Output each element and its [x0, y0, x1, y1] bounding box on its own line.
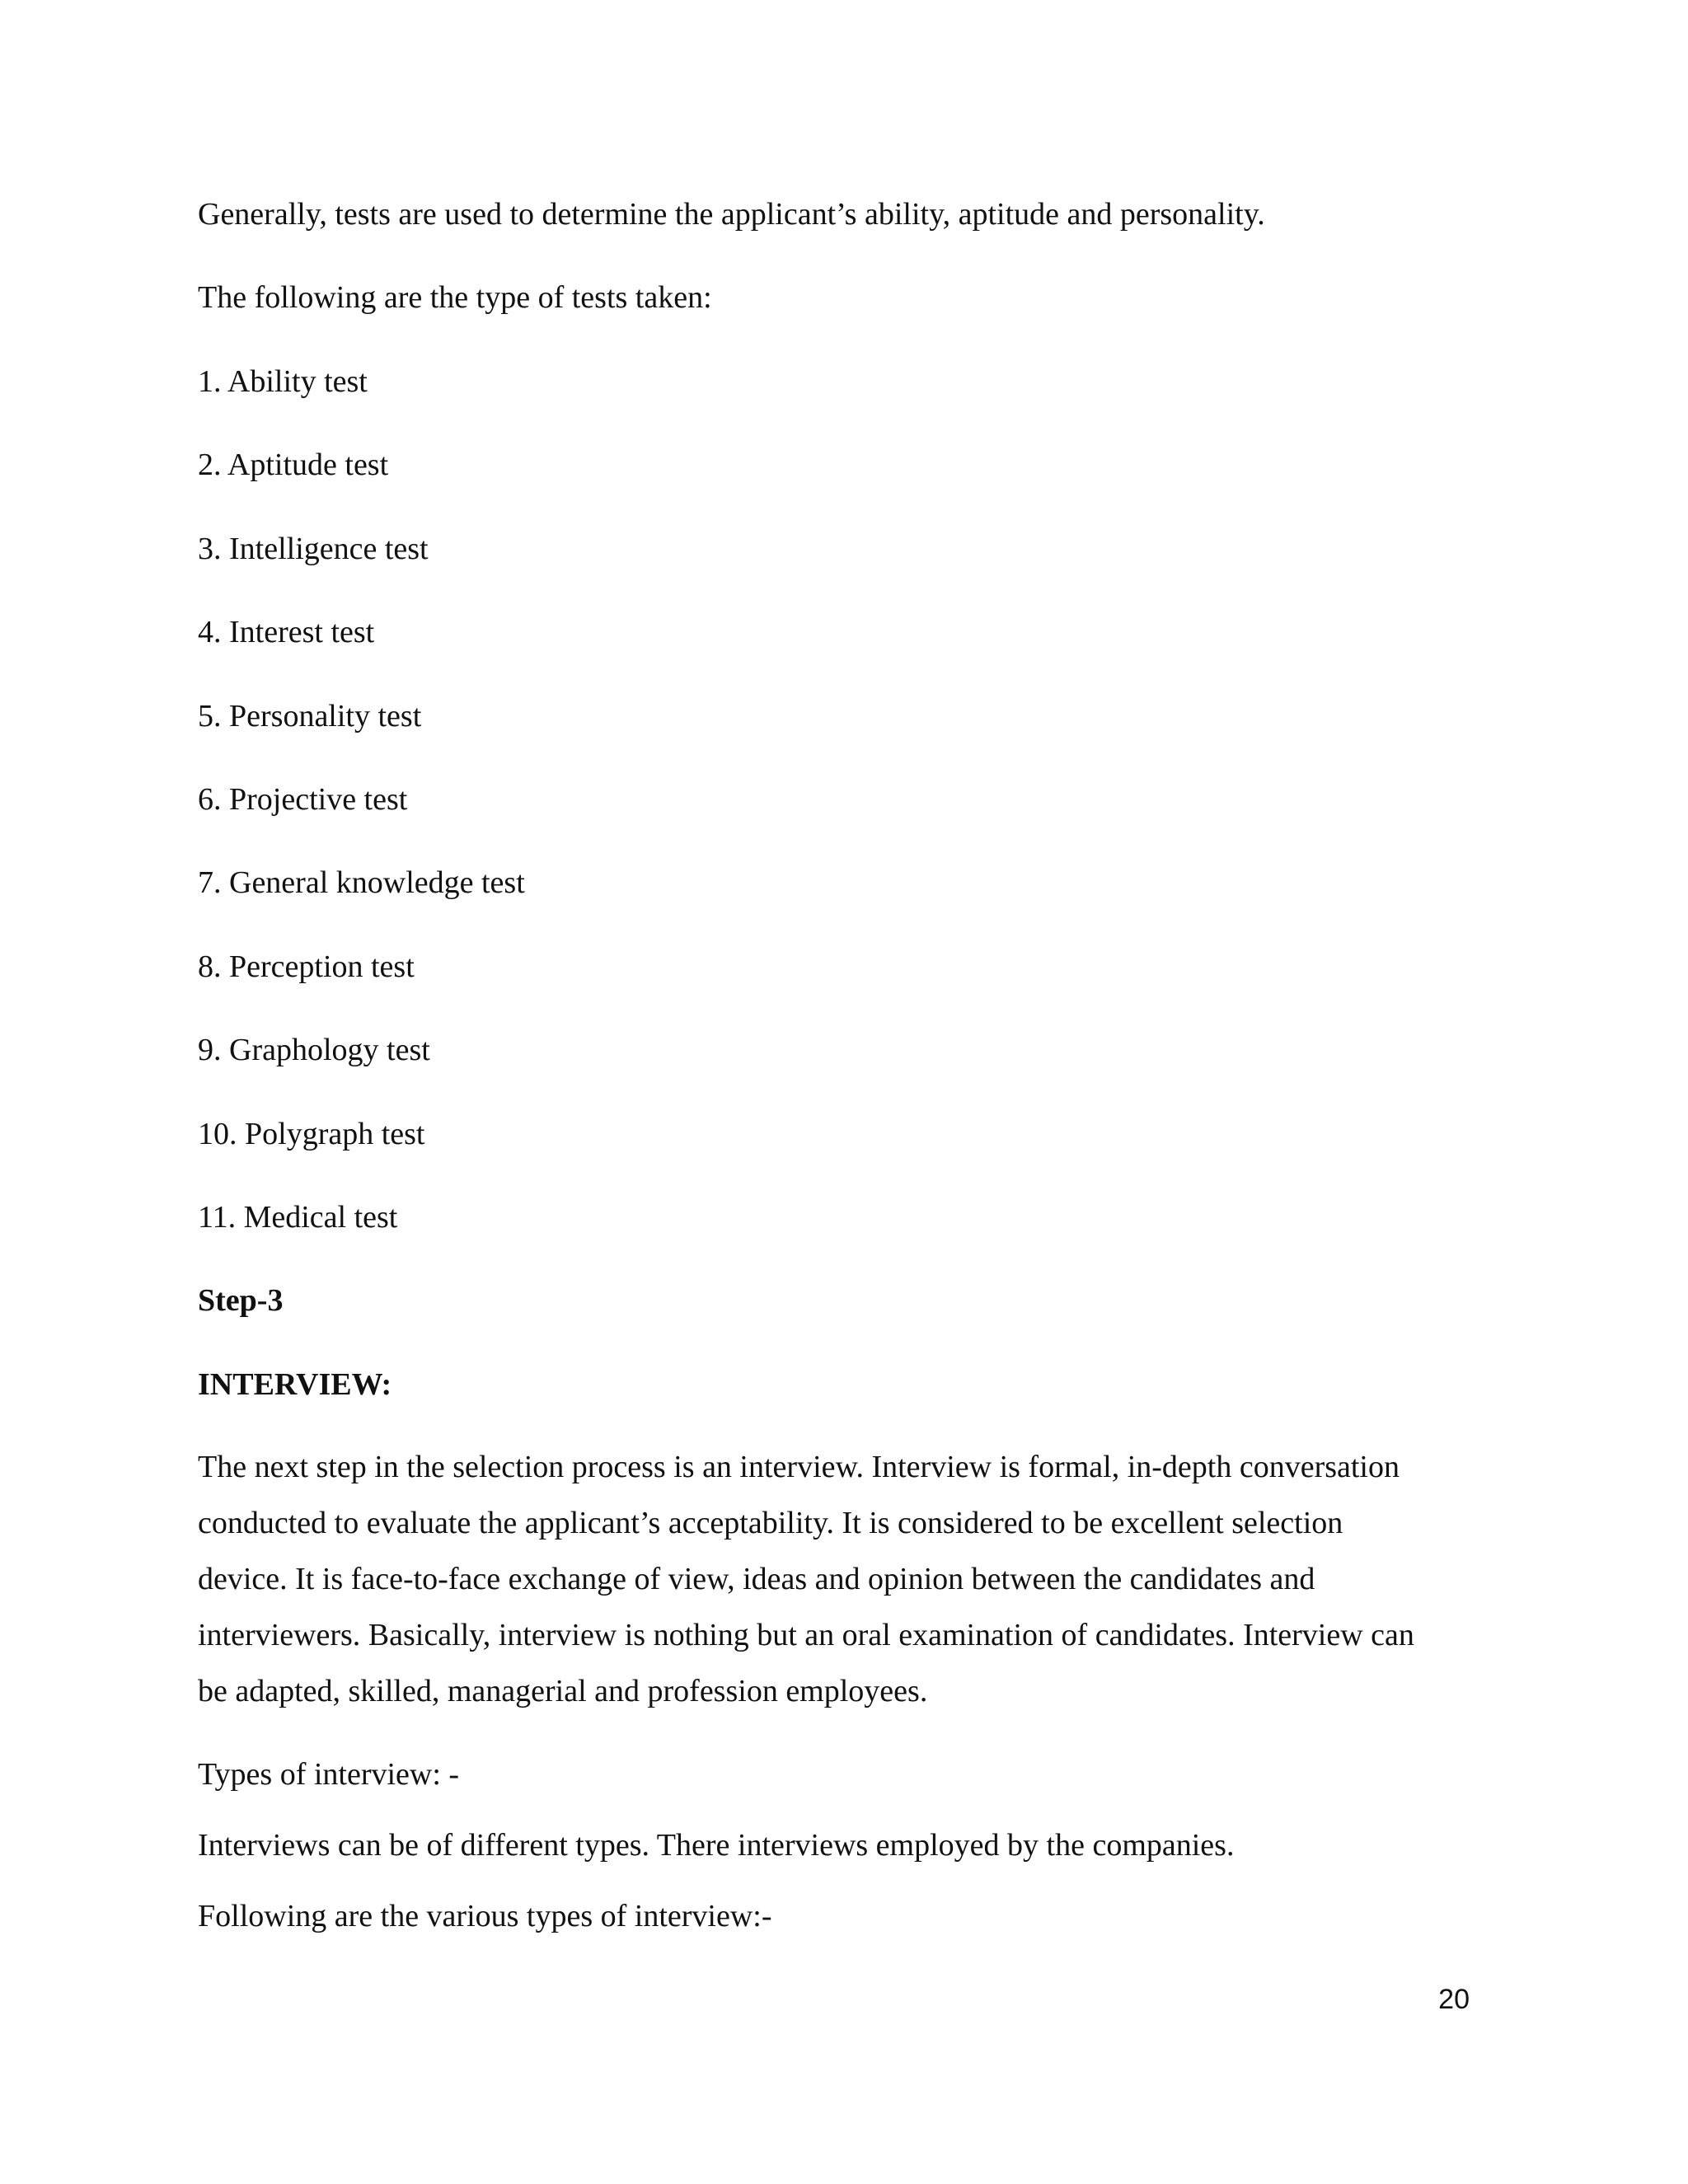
types-heading: Types of interview: -	[198, 1757, 460, 1792]
list-item: 11. Medical test	[198, 1200, 398, 1235]
list-item: 4. Interest test	[198, 615, 375, 649]
list-item: 2. Aptitude test	[198, 448, 389, 482]
list-item: 8. Perception test	[198, 949, 415, 984]
list-item: 3. Intelligence test	[198, 532, 429, 566]
step-label: Step-3	[198, 1283, 284, 1318]
types-following: Following are the various types of interview:-	[198, 1899, 772, 1933]
paragraph-line: be adapted, skilled, managerial and profession employees.	[198, 1674, 928, 1708]
tests-purpose-text: Generally, tests are used to determine the applicant’s ability, aptitude and personality.	[198, 197, 1265, 232]
list-item: 9. Graphology test	[198, 1033, 430, 1067]
list-item: 6. Projective test	[198, 782, 408, 817]
list-item: 10. Polygraph test	[198, 1117, 425, 1151]
tests-list-intro: The following are the type of tests taken:	[198, 280, 712, 315]
list-item: 1. Ability test	[198, 364, 368, 399]
section-heading: INTERVIEW:	[198, 1367, 392, 1402]
paragraph-line: interviewers. Basically, interview is nothing but an oral examination of candidates. Interview can	[198, 1618, 1414, 1652]
interview-paragraph	[198, 1439, 1517, 1719]
paragraph-line: The next step in the selection process is an interview. Interview is formal, in-depth conversation	[198, 1450, 1400, 1484]
paragraph-line: conducted to evaluate the applicant’s acceptability. It is considered to be excellent selection	[198, 1506, 1343, 1540]
list-item: 5. Personality test	[198, 699, 422, 733]
types-description: Interviews can be of different types. There interviews employed by the companies.	[198, 1828, 1235, 1863]
list-item: 7. General knowledge test	[198, 865, 525, 900]
paragraph-line: device. It is face-to-face exchange of view, ideas and opinion between the candidates and	[198, 1562, 1315, 1596]
page-number: 20	[1438, 1984, 1470, 2015]
